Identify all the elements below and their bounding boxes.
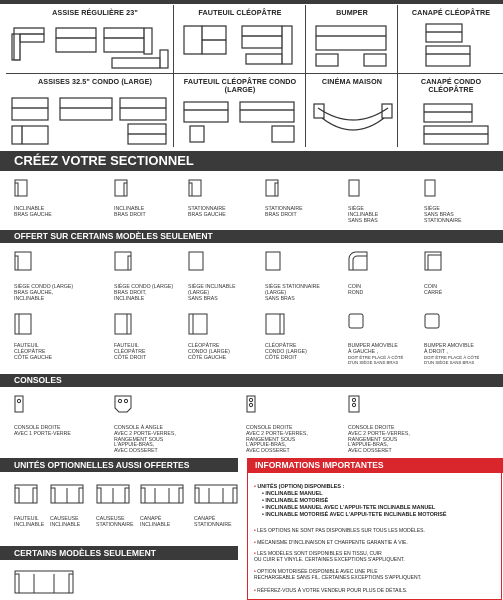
piece-label: CAUSEUSE INCLINABLE [50, 516, 81, 528]
section-header-optional: UNITÉS OPTIONNELLES AUSSI OFFERTES [0, 458, 238, 472]
recliner-right-arm-icon [114, 179, 128, 197]
piece-label: CANAPÉ STATIONNAIRE [194, 516, 232, 528]
piece-label: SIÈGE INCLINABLE (LARGE) SANS BRAS [188, 284, 236, 302]
info-note: • OPTION MOTORISÉE DISPONIBLE AVEC UNE PILE RECHARGEABLE SANS FIL. CERTAINES EXCEPTIONS S'APPLIQUENT. [254, 569, 422, 581]
sectional-layout-icon [420, 98, 496, 148]
important-info-header: INFORMATIONS IMPORTANTES [247, 458, 503, 473]
sectional-layout-icon [8, 20, 172, 72]
wide-armless-recliner-icon [188, 251, 204, 271]
piece-label: INCLINABLE BRAS GAUCHE [14, 206, 52, 218]
piece-label: INCLINABLE BRAS DROIT [114, 206, 146, 218]
piece-label: FAUTEUIL INCLINABLE [14, 516, 45, 528]
piece-label: CLÉOPÂTRE CONDO (LARGE) CÔTÉ DROIT [265, 343, 307, 361]
recliner-left-arm-icon [14, 179, 28, 197]
info-note: • LES OPTIONS NE SONT PAS DISPONIBLES SUR TOUS LES MODÈLES. [254, 528, 425, 534]
divider [173, 5, 174, 147]
category-title: FAUTEUIL CLÉOPÂTRE CONDO (LARGE) [183, 77, 297, 94]
info-note: • MÉCANISME D'INCLINAISON ET CHARPENTE GARANTIE À VIE. [254, 540, 408, 546]
condo-chaise-left-icon [188, 313, 208, 335]
piece-label: SIÈGE CONDO (LARGE) BRAS GAUCHE, INCLINABLE [14, 284, 74, 302]
angle-console-icon [114, 395, 132, 413]
sectional-layout-icon [8, 92, 172, 148]
console-icon [246, 395, 256, 413]
sectional-layout-icon [180, 20, 302, 72]
condo-right-icon [114, 251, 132, 271]
sectional-layout-icon [180, 98, 302, 148]
stationary-left-arm-icon [188, 179, 202, 197]
chaise-left-icon [14, 313, 32, 335]
loveseat-icon [96, 484, 130, 504]
piece-label: CONSOLE DROITE AVEC 2 PORTE-VERRES, RANGEMENT SOUS L'APPUIE-BRAS, AVEC DOSSERET [348, 425, 410, 455]
piece-label: SIÈGE STATIONNAIRE (LARGE) SANS BRAS [265, 284, 320, 302]
piece-label: FAUTEUIL CLÉOPÂTRE CÔTÉ GAUCHE [14, 343, 53, 361]
category-title: CANAPÉ CONDO CLÉOPÂTRE [420, 77, 482, 94]
sofa-icon [194, 484, 238, 504]
unit-item: • INCLINABLE MANUEL [262, 491, 323, 497]
armless-stationary-icon [424, 179, 436, 197]
section-header-consoles: CONSOLES [0, 374, 503, 387]
piece-label: COIN ROND [348, 284, 364, 296]
header-bar [0, 0, 503, 4]
category-title: FAUTEUIL CLÉOPÂTRE [198, 8, 282, 17]
piece-label: CONSOLE À ANGLE AVEC 2 PORTE-VERRES, RANGEMENT SOUS L'APPUIE-BRAS, AVEC DOSSERET [114, 425, 176, 455]
sofa-icon [140, 484, 184, 504]
divider [305, 5, 306, 147]
wide-armless-stationary-icon [265, 251, 281, 271]
armless-recliner-icon [348, 179, 360, 197]
category-title: CINÉMA MAISON [321, 77, 383, 86]
condo-left-icon [14, 251, 32, 271]
recliner-chair-icon [14, 484, 38, 504]
unit-item: • INCLINABLE MOTORISÉ AVEC L'APPUI-TETE INCLINABLE MOTORISÉ [262, 512, 447, 518]
info-note: • LES MODÈLES SONT DISPONIBLES EN TISSU, CUIR OU CUIR ET VINYLE. CERTAINES EXCEPTIONS S'APPLIQUENT. [254, 551, 405, 563]
piece-label: BUMPER AMOVIBLE À GAUCHE , [348, 343, 398, 355]
category-title: ASSISE RÉGULIÈRE 23" [52, 8, 138, 17]
piece-label: BUMPER AMOVIBLE À DROIT , [424, 343, 474, 355]
piece-label: CAUSEUSE STATIONNAIRE [96, 516, 134, 528]
piece-label: SIÈGE SANS BRAS STATIONNAIRE [424, 206, 462, 224]
piece-label: CLÉOPÂTRE CONDO (LARGE) CÔTÉ GAUCHE [188, 343, 230, 361]
category-title: ASSISES 32.5" CONDO (LARGE) [38, 77, 152, 86]
section-header-create: CRÉEZ VOTRE SECTIONNEL [0, 151, 503, 171]
console-icon [348, 395, 360, 413]
piece-label: FAUTEUIL CLÉOPÂTRE CÔTÉ DROIT [114, 343, 146, 361]
units-heading: • UNITÉS (OPTION) DISPONIBLES : [254, 484, 345, 490]
unit-item: • INCLINABLE MOTORISÉ [262, 498, 329, 504]
condo-chaise-right-icon [265, 313, 285, 335]
divider [6, 73, 503, 74]
round-corner-icon [348, 251, 368, 271]
bumper-right-icon [424, 313, 440, 329]
stationary-right-arm-icon [265, 179, 279, 197]
bumper-left-icon [348, 313, 364, 329]
piece-label: CONSOLE DROITE AVEC 1 PORTE-VERRE [14, 425, 71, 437]
piece-label: CANAPÉ INCLINABLE [140, 516, 171, 528]
console-icon [14, 395, 24, 413]
square-corner-icon [424, 251, 442, 271]
piece-note: DOIT ÊTRE PLACÉ À CÔTÉ D'UN SIÈGE SANS BRAS [424, 355, 480, 365]
piece-label: SIÈGE CONDO (LARGE) BRAS DROIT, INCLINABLE [114, 284, 174, 302]
divider [397, 5, 398, 147]
section-header-some: CERTAINS MODÈLES SEULEMENT [0, 546, 238, 560]
sectional-layout-icon [310, 20, 396, 72]
piece-label: STATIONNAIRE BRAS DROIT [265, 206, 303, 218]
category-title: CANAPÉ CLÉOPÂTRE [411, 8, 491, 17]
category-title: BUMPER [336, 8, 368, 17]
section-header-certain: OFFERT SUR CERTAINS MODÈLES SEULEMENT [0, 230, 503, 243]
piece-label: STATIONNAIRE BRAS GAUCHE [188, 206, 226, 218]
sofa-icon [14, 570, 74, 594]
loveseat-icon [50, 484, 84, 504]
piece-label: SIÈGE INCLINABLE SANS BRAS [348, 206, 379, 224]
sectional-layout-icon [420, 20, 490, 72]
piece-label: CONSOLE DROITE AVEC 2 PORTE-VERRES, RANGEMENT SOUS L'APPUIE-BRAS, AVEC DOSSERET [246, 425, 308, 455]
piece-label: COIN CARRÉ [424, 284, 443, 296]
chaise-right-icon [114, 313, 132, 335]
piece-note: DOIT ÊTRE PLACÉ À CÔTÉ D'UN SIÈGE SANS BRAS [348, 355, 404, 365]
info-note: • RÉFÉREZ-VOUS À VOTRE VENDEUR POUR PLUS DE DÉTAILS. [254, 588, 408, 594]
sectional-layout-icon [310, 98, 396, 148]
unit-item: • INCLINABLE MANUEL AVEC L'APPUI-TETE INCLINABLE MANUEL [262, 505, 436, 511]
